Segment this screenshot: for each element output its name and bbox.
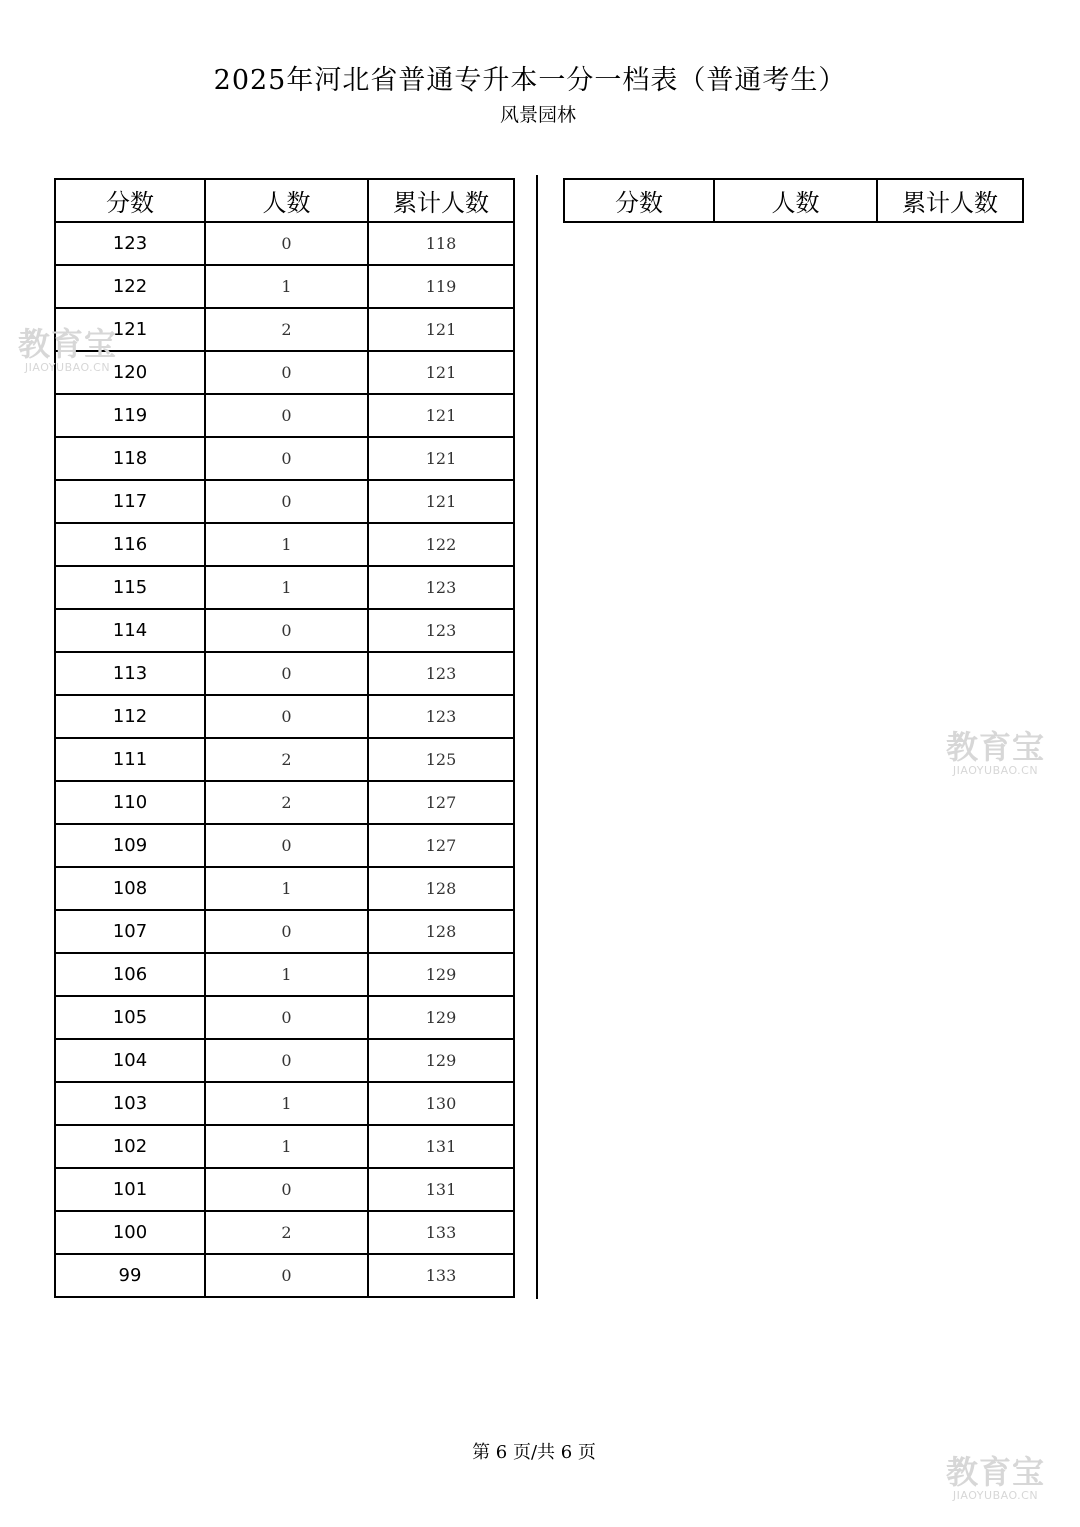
cell-count: 0 [205, 652, 368, 695]
cell-cumulative: 133 [368, 1211, 514, 1254]
cell-cumulative: 131 [368, 1168, 514, 1211]
cell-count: 1 [205, 523, 368, 566]
cell-count: 2 [205, 781, 368, 824]
cell-score: 111 [55, 738, 205, 781]
cell-cumulative: 128 [368, 867, 514, 910]
cell-count: 1 [205, 1082, 368, 1125]
table-row [55, 222, 514, 265]
table-row [55, 265, 514, 308]
table-row [55, 394, 514, 437]
cell-count: 0 [205, 609, 368, 652]
cell-count: 0 [205, 394, 368, 437]
cell-count: 0 [205, 351, 368, 394]
page-title: 2025年河北省普通专升本一分一档表（普通考生） [213, 65, 847, 96]
table-row [55, 867, 514, 910]
watermark-text: 教育宝 [18, 325, 118, 363]
page-subtitle: 风景园林 [499, 104, 576, 126]
header-count: 人数 [205, 179, 368, 222]
cell-cumulative: 121 [368, 394, 514, 437]
cell-cumulative: 121 [368, 351, 514, 394]
cell-cumulative: 129 [368, 1039, 514, 1082]
table-row [55, 1211, 514, 1254]
cell-score: 120 [55, 351, 205, 394]
cell-score: 112 [55, 695, 205, 738]
table-row [55, 824, 514, 867]
cell-score: 109 [55, 824, 205, 867]
watermark-url: JIAOYUBAO.CN [952, 764, 1039, 777]
watermark-url: JIAOYUBAO.CN [24, 361, 111, 374]
cell-cumulative: 121 [368, 437, 514, 480]
table-row [55, 996, 514, 1039]
header-cumulative: 累计人数 [877, 179, 1023, 222]
cell-cumulative: 119 [368, 265, 514, 308]
table-row [55, 566, 514, 609]
cell-count: 1 [205, 953, 368, 996]
table-row [55, 1039, 514, 1082]
table-row [55, 910, 514, 953]
cell-cumulative: 129 [368, 953, 514, 996]
cell-cumulative: 129 [368, 996, 514, 1039]
cell-count: 2 [205, 738, 368, 781]
cell-score: 115 [55, 566, 205, 609]
cell-score: 118 [55, 437, 205, 480]
cell-count: 0 [205, 824, 368, 867]
cell-count: 0 [205, 996, 368, 1039]
header-count: 人数 [714, 179, 877, 222]
page-footer: 第 6 页/共 6 页 [472, 1442, 596, 1463]
table-row [55, 1254, 514, 1297]
cell-count: 1 [205, 1125, 368, 1168]
cell-cumulative: 125 [368, 738, 514, 781]
cell-score: 114 [55, 609, 205, 652]
cell-score: 119 [55, 394, 205, 437]
cell-cumulative: 123 [368, 566, 514, 609]
header-score: 分数 [564, 179, 714, 222]
cell-count: 1 [205, 265, 368, 308]
cell-count: 0 [205, 1168, 368, 1211]
cell-count: 2 [205, 308, 368, 351]
cell-count: 0 [205, 222, 368, 265]
cell-score: 99 [55, 1254, 205, 1297]
watermark-logo [18, 325, 118, 374]
header-cumulative: 累计人数 [368, 179, 514, 222]
table-row [55, 695, 514, 738]
table-row [55, 437, 514, 480]
cell-cumulative: 122 [368, 523, 514, 566]
cell-cumulative: 127 [368, 781, 514, 824]
column-divider [536, 175, 538, 1299]
score-table-right [563, 178, 1024, 223]
table-row [55, 1168, 514, 1211]
watermark-url: JIAOYUBAO.CN [952, 1489, 1039, 1502]
header-score: 分数 [55, 179, 205, 222]
cell-score: 104 [55, 1039, 205, 1082]
watermark-text: 教育宝 [946, 1453, 1046, 1491]
watermark-text: 教育宝 [946, 728, 1046, 766]
cell-count: 0 [205, 1039, 368, 1082]
cell-score: 117 [55, 480, 205, 523]
cell-score: 122 [55, 265, 205, 308]
cell-cumulative: 133 [368, 1254, 514, 1297]
cell-count: 2 [205, 1211, 368, 1254]
table-row [55, 1082, 514, 1125]
cell-count: 0 [205, 480, 368, 523]
table-row [55, 480, 514, 523]
table-row [55, 1125, 514, 1168]
cell-score: 110 [55, 781, 205, 824]
watermark-logo [946, 728, 1046, 777]
watermark-logo [946, 1453, 1046, 1502]
cell-cumulative: 121 [368, 308, 514, 351]
table-row [55, 738, 514, 781]
cell-cumulative: 128 [368, 910, 514, 953]
cell-score: 100 [55, 1211, 205, 1254]
cell-score: 106 [55, 953, 205, 996]
cell-count: 0 [205, 1254, 368, 1297]
cell-count: 0 [205, 437, 368, 480]
table-row [55, 652, 514, 695]
cell-count: 1 [205, 566, 368, 609]
cell-score: 102 [55, 1125, 205, 1168]
score-table-left [54, 178, 515, 1298]
cell-cumulative: 123 [368, 652, 514, 695]
cell-score: 108 [55, 867, 205, 910]
cell-cumulative: 127 [368, 824, 514, 867]
cell-score: 101 [55, 1168, 205, 1211]
cell-count: 0 [205, 695, 368, 738]
table-row [55, 523, 514, 566]
cell-count: 1 [205, 867, 368, 910]
table-row [55, 953, 514, 996]
table-row [55, 351, 514, 394]
cell-score: 121 [55, 308, 205, 351]
table-header-row [55, 179, 514, 222]
cell-score: 123 [55, 222, 205, 265]
table-header-row [564, 179, 1023, 222]
table-row [55, 308, 514, 351]
cell-cumulative: 118 [368, 222, 514, 265]
cell-cumulative: 130 [368, 1082, 514, 1125]
cell-cumulative: 123 [368, 695, 514, 738]
cell-score: 103 [55, 1082, 205, 1125]
cell-score: 113 [55, 652, 205, 695]
cell-score: 107 [55, 910, 205, 953]
cell-count: 0 [205, 910, 368, 953]
table-row [55, 781, 514, 824]
score-table-body [55, 222, 514, 1297]
cell-cumulative: 131 [368, 1125, 514, 1168]
cell-score: 116 [55, 523, 205, 566]
cell-cumulative: 121 [368, 480, 514, 523]
cell-score: 105 [55, 996, 205, 1039]
table-row [55, 609, 514, 652]
cell-cumulative: 123 [368, 609, 514, 652]
